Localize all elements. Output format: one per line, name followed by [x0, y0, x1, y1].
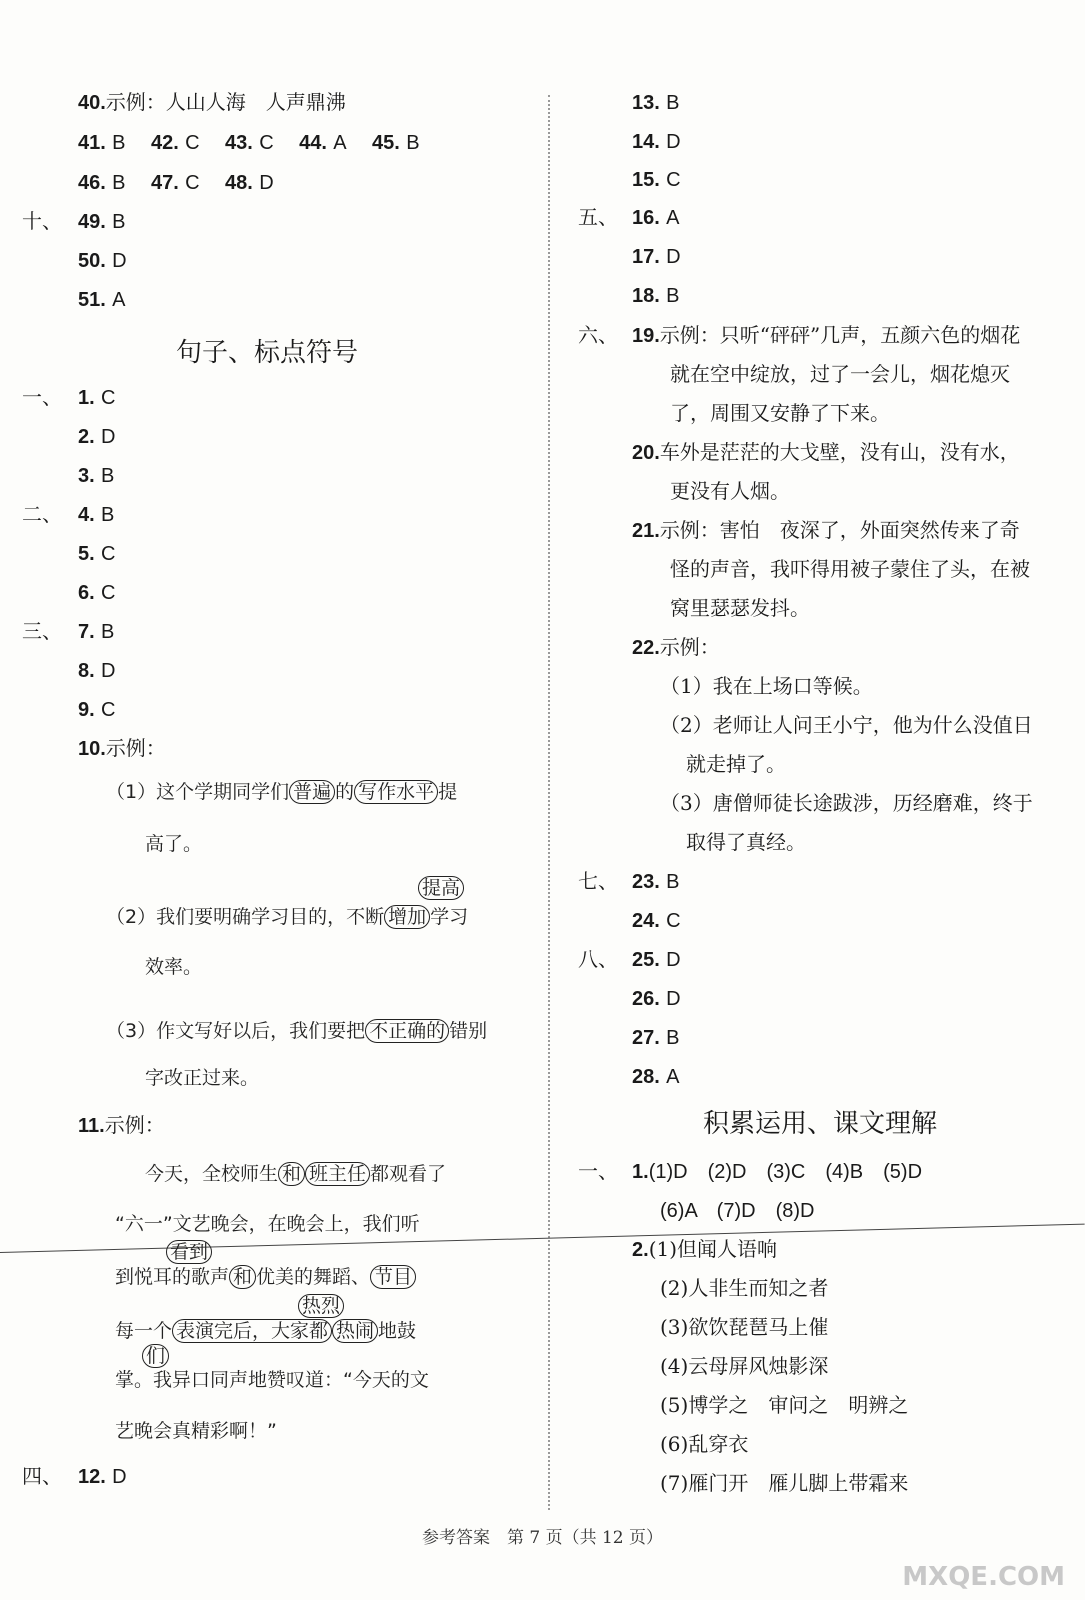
section-title-sentences: 句子、标点符号	[176, 338, 359, 368]
answer-10-3-line1: （3）作文写好以后，我们要把 不正确的 错别	[106, 1020, 488, 1042]
answer-22-2-line2: 就走掉了。	[686, 752, 786, 776]
answer-40: 40.示例：人山人海 人声鼎沸	[78, 90, 346, 114]
correction-note: 热烈	[298, 1292, 344, 1320]
answer-r2-4: (4)云母屏风烛影深	[660, 1354, 829, 1378]
correction-note: 提高	[418, 874, 464, 902]
section-marker-3: 三、	[22, 619, 62, 643]
answer-23: 23. B	[632, 871, 680, 893]
answer-r2-6: (6)乱穿衣	[660, 1432, 749, 1456]
answer-11-line1: 今天，全校师生 和 班主任 都观看了	[145, 1163, 447, 1185]
answer-50: 50. D	[78, 250, 127, 272]
answer-15: 15. C	[632, 169, 681, 191]
answer-8: 8. D	[78, 660, 116, 682]
answer-6: 6. C	[78, 582, 116, 604]
answer-19: 19.示例：只听“砰砰”几声，五颜六色的烟花	[632, 323, 1021, 347]
answer-27: 27. B	[632, 1027, 680, 1049]
circled-word: 写作水平	[354, 780, 438, 804]
answer-22-2: （2）老师让人问王小宁，他为什么没值日	[660, 713, 1033, 737]
section-marker-4: 四、	[22, 1464, 62, 1488]
section-marker-8: 八、	[578, 947, 618, 971]
answer-11-line5: 掌。我异口同声地赞叹道：“今天的文	[115, 1369, 429, 1391]
answer-17: 17. D	[632, 246, 681, 268]
circled-word: 和	[278, 1162, 305, 1186]
answer-r2-5: (5)博学之 审问之 明辨之	[660, 1393, 909, 1417]
answer-21: 21.示例：害怕 夜深了，外面突然传来了奇	[632, 518, 1020, 542]
section-marker-5: 五、	[578, 205, 618, 229]
column-divider	[548, 95, 550, 1510]
section-marker-6: 六、	[578, 323, 618, 347]
circled-word: 和	[229, 1265, 256, 1289]
answer-11-line6: 艺晚会真精彩啊！”	[115, 1420, 277, 1442]
answer-11-label: 11.示例：	[78, 1113, 165, 1137]
answer-13: 13. B	[632, 92, 680, 114]
answer-row-41-45: 41. B 42. C 43. C 44. A 45. B	[78, 132, 420, 154]
answer-12: 12. D	[78, 1466, 127, 1488]
answer-7: 7. B	[78, 621, 115, 643]
page-footer: 参考答案 第 7 页（共 12 页）	[421, 1528, 664, 1548]
answer-11-line2: “六一”文艺晚会，在晚会上，我们听	[115, 1213, 420, 1235]
answer-9: 9. C	[78, 699, 116, 721]
circled-word: 普遍	[289, 780, 335, 804]
answer-r2: 2.(1)但闻人语响	[632, 1237, 778, 1261]
answer-1: 1. C	[78, 387, 116, 409]
answer-10-1-line2: 高了。	[145, 833, 203, 855]
answer-19-line3: 了，周围又安静了下来。	[670, 401, 890, 425]
answer-5: 5. C	[78, 543, 116, 565]
answer-2: 2. D	[78, 426, 116, 448]
correction-note: 们	[142, 1342, 169, 1370]
answer-r2-3: (3)欲饮琵琶马上催	[660, 1315, 829, 1339]
answer-49: 49. B	[78, 211, 126, 233]
section-marker-1-right: 一、	[578, 1159, 618, 1183]
answer-18: 18. B	[632, 285, 680, 307]
answer-22-3: （3）唐僧师徒长途跋涉，历经磨难，终于	[660, 791, 1033, 815]
circled-word: 节目	[370, 1265, 416, 1289]
answer-16: 16. A	[632, 207, 680, 229]
answer-11-line4: 每一个 表演完后，大家都 热闹 地鼓	[115, 1320, 417, 1342]
circled-word: 增加	[384, 905, 430, 929]
answer-r1-line2: (6)A (7)D (8)D	[660, 1200, 815, 1222]
answer-19-line2: 就在空中绽放，过了一会儿，烟花熄灭	[670, 362, 1010, 386]
answer-10-3-line2: 字改正过来。	[145, 1067, 260, 1089]
section-marker-7: 七、	[578, 869, 618, 893]
answer-3: 3. B	[78, 465, 115, 487]
answer-10-2-line2: 效率。	[145, 956, 203, 978]
answer-21-line2: 怪的声音，我吓得用被子蒙住了头，在被	[670, 557, 1030, 581]
answer-row-46-48: 46. B 47. C 48. D	[78, 172, 274, 194]
answer-22-label: 22.示例：	[632, 635, 720, 659]
correction-note: 看到	[166, 1238, 212, 1266]
answer-r2-2: (2)人非生而知之者	[660, 1276, 829, 1300]
section-marker-10: 十、	[22, 209, 62, 233]
answer-22-1: （1）我在上场口等候。	[660, 674, 873, 698]
answer-20: 20.车外是茫茫的大戈壁，没有山，没有水，	[632, 440, 1020, 464]
circled-word: 表演完后，大家都	[172, 1319, 332, 1343]
answer-r1: 1.(1)D (2)D (3)C (4)B (5)D	[632, 1161, 923, 1183]
answer-24: 24. C	[632, 910, 681, 932]
answer-14: 14. D	[632, 131, 681, 153]
circled-word: 热闹	[332, 1319, 378, 1343]
answer-10-2-line1: （2）我们要明确学习目的，不断 增加 学习	[106, 906, 469, 928]
section-title-accumulation: 积累运用、课文理解	[703, 1109, 938, 1139]
answer-10-label: 10.示例：	[78, 736, 166, 760]
watermark-logo: MXQE.COM	[902, 1562, 1065, 1592]
section-marker-1: 一、	[22, 385, 62, 409]
circled-word: 不正确的	[365, 1019, 449, 1043]
answer-20-line2: 更没有人烟。	[670, 479, 790, 503]
answer-21-line3: 窝里瑟瑟发抖。	[670, 596, 810, 620]
circled-word: 班主任	[305, 1162, 370, 1186]
section-marker-2: 二、	[22, 502, 62, 526]
answer-10-1-line1: （1）这个学期同学们 普遍 的 写作水平 提	[106, 781, 458, 803]
answer-r2-7: (7)雁门开 雁儿脚上带霜来	[660, 1471, 909, 1495]
answer-22-3-line2: 取得了真经。	[686, 830, 806, 854]
answer-11-line3: 到悦耳的歌声 和 优美的舞蹈、 节目	[115, 1263, 416, 1291]
answer-26: 26. D	[632, 988, 681, 1010]
answer-28: 28. A	[632, 1066, 680, 1088]
answer-4: 4. B	[78, 504, 115, 526]
answer-25: 25. D	[632, 949, 681, 971]
answer-51: 51. A	[78, 289, 126, 311]
